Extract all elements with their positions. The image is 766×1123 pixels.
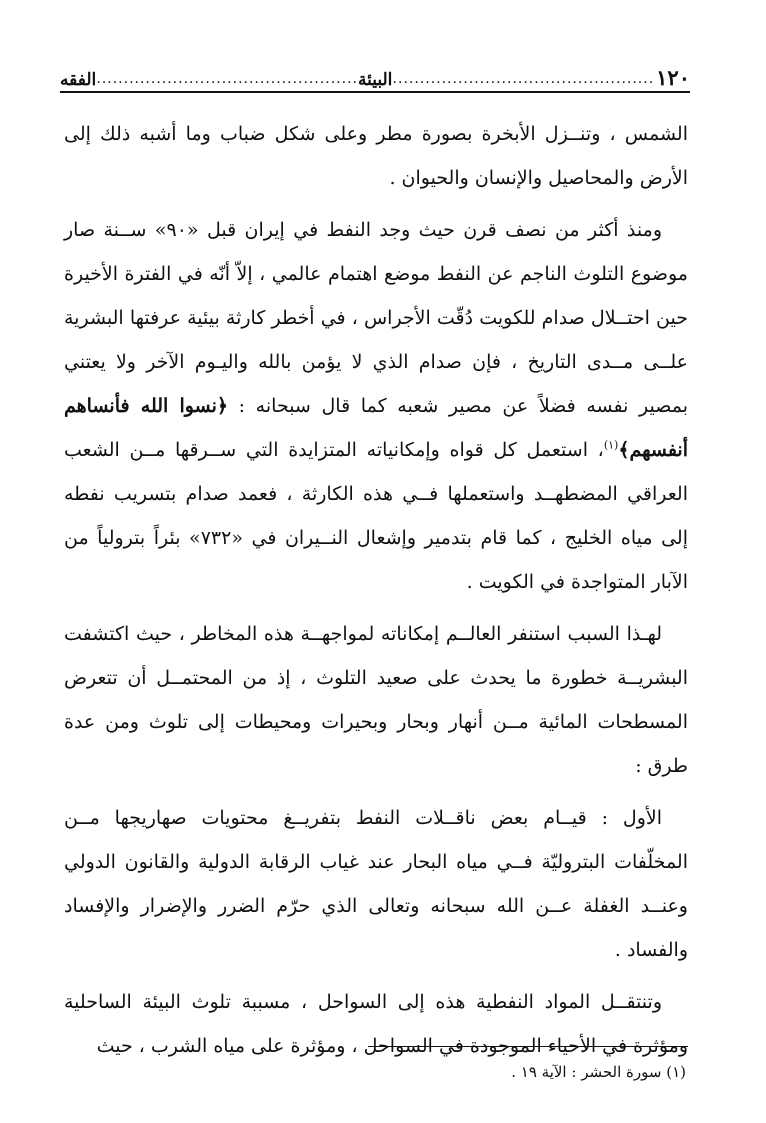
footnote-rule <box>368 1046 688 1047</box>
header-leader-dots-1 <box>392 72 654 90</box>
header-leader-dots-2 <box>96 72 358 90</box>
paragraph-4: الأول : قيــام بعض ناقــلات النفط بتفريــغ محتويات صهاريجها مــن المخلّفات البتروليّة فــي مياه البحار عند غياب الرقابة الدولية والقانون الدولي وعنــد الغفلة عــن الله سبحانه وتعالى الذي حرّم الضرر والإضرار والإفساد والفساد . <box>64 807 688 961</box>
footnote: (١) سورة الحشر : الآية ١٩ . <box>511 1063 686 1081</box>
paragraph-2-part-1: ومنذ أكثر من نصف قرن حيث وجد النفط في إيران قبل «٩٠» ســنة صار موضوع التلوث الناجم عن النفط موضع اهتمام عالمي ، إلاّ أنّه في الفترة الأخيرة حين احتــلال صدام للكويت دُقّت الأجراس ، في أخطر كارثة بيئية عرفتها البشرية علــى مــدى التاريخ ، فإن صدام الذي لا يؤمن بالله واليـوم الآخر ولا يعتني بمصير نفسه فضلاً عن مصير شعبه كما قال سبحانه : <box>64 219 688 417</box>
paragraph-3: لهـذا السبب استنفر العالــم إمكاناته لمواجهــة هذه المخاطر ، حيث اكتشفت البشريــة خطورة ما يحدث على صعيد التلوث ، إذ من المحتمــل أن تتعرض المسطحات المائية مــن أنهار وبحار وبحيرات ومحيطات إلى تلوث ومن عدة طرق : <box>64 623 688 777</box>
paragraph-5: وتنتقــل المواد النفطية هذه إلى السواحل ، مسببة تلوث البيئة الساحلية ومؤثرة في الأحياء الموجودة في السواحل ، ومؤثرة على مياه الشرب ، حيث <box>64 991 688 1057</box>
header-rule <box>60 91 690 93</box>
page-number: ١٢٠ <box>656 65 690 90</box>
paragraph-1: الشمس ، وتنــزل الأبخرة بصورة مطر وعلى شكل ضباب وما أشبه ذلك إلى الأرض والمحاصيل والإنسان والحيوان . <box>64 123 688 189</box>
main-text <box>64 112 688 1068</box>
chapter-title: البيئة <box>357 70 393 90</box>
paragraph-2 <box>64 208 688 604</box>
book-title: الفقه <box>60 70 97 90</box>
paragraph-2-part-2: ، استعمل كل قواه وإمكانياته المتزايدة التي ســرقها مــن الشعب العراقي المضطهــد واستعملها فــي هذه الكارثة ، فعمد صدام بتسريب نفطه إلى مياه الخليج ، كما قام بتدمير وإشعال النــيران في «٧٣٢» بئراً بترولياً من الآبار المتواجدة في الكويت . <box>64 439 688 593</box>
quran-verse: ﴿نسوا الله فأنساهم أنفسهم﴾ <box>64 395 688 461</box>
footnote-marker: (١) <box>603 438 619 452</box>
running-header <box>60 56 690 90</box>
